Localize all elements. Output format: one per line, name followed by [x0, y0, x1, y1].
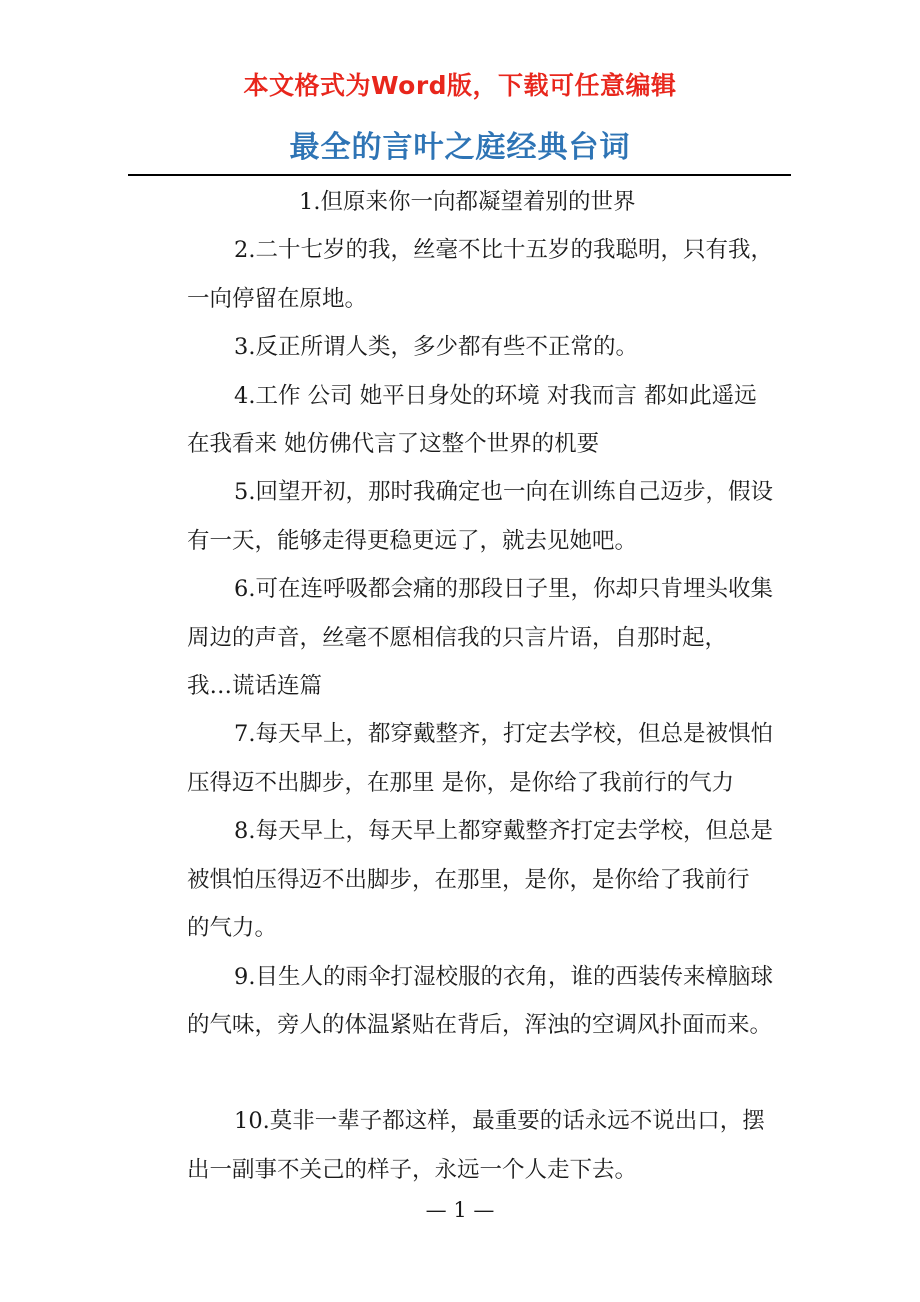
text-line: 9.目生人的雨伞打湿校服的衣角，谁的西装传来樟脑球	[234, 963, 773, 990]
title-divider	[128, 174, 791, 176]
text-line: 2.二十七岁的我，丝毫不比十五岁的我聪明，只有我，	[234, 237, 773, 264]
text-line: 我…谎话连篇	[187, 673, 323, 700]
quote-paragraph-3	[140, 323, 792, 371]
quote-paragraph-8	[140, 807, 792, 952]
document-title: 最全的言叶之庭经典台词	[289, 130, 631, 165]
text-line: 1.但原来你一向都凝望着别的世界	[299, 189, 636, 215]
text-line: 一向停留在原地。	[187, 285, 368, 312]
quote-paragraph-9	[140, 953, 792, 1050]
text-line: 7.每天早上，都穿戴整齐，打定去学校，但总是被惧怕	[234, 721, 773, 748]
text-line: 10.莫非一辈子都这样，最重要的话永远不说出口，摆	[234, 1108, 765, 1135]
page-number: — 1 —	[425, 1198, 495, 1222]
quote-paragraph-2	[140, 226, 792, 323]
text-line: 5.回望开初，那时我确定也一向在训练自己迈步，假设	[234, 479, 773, 506]
text-line: 出一副事不关己的样子，永远一个人走下去。	[187, 1156, 638, 1183]
quote-paragraph-6	[140, 565, 792, 710]
text-line: 有一天，能够走得更稳更远了，就去见她吧。	[187, 527, 638, 554]
text-line: 4.工作 公司 她平日身处的环境 对我而言 都如此遥远	[234, 382, 757, 409]
blank-line	[140, 1049, 792, 1097]
text-line: 被惧怕压得迈不出脚步，在那里，是你，是你给了我前行	[187, 866, 750, 893]
text-line: 的气味，旁人的体温紧贴在背后，浑浊的空调风扑面而来。	[187, 1011, 773, 1038]
quote-paragraph-4	[140, 372, 792, 469]
text-line: 8.每天早上，每天早上都穿戴整齐打定去学校，但总是	[234, 818, 773, 845]
text-line: 压得迈不出脚步，在那里 是你，是你给了我前行的气力	[187, 769, 735, 796]
document-body	[140, 178, 792, 1194]
quote-paragraph-5	[140, 468, 792, 565]
text-line: 的气力。	[187, 915, 278, 942]
download-banner: 本文格式为Word版，下载可任意编辑	[243, 71, 677, 100]
quote-paragraph-10	[140, 1097, 792, 1194]
quote-paragraph-1	[140, 178, 792, 226]
text-line: 6.可在连呼吸都会痛的那段日子里，你却只肯埋头收集	[234, 576, 773, 603]
text-line: 3.反正所谓人类，多少都有些不正常的。	[234, 334, 638, 361]
text-line: 在我看来 她仿佛代言了这整个世界的机要	[187, 431, 600, 458]
quote-paragraph-7	[140, 710, 792, 807]
text-line: 周边的声音，丝毫不愿相信我的只言片语，自那时起，	[187, 624, 728, 651]
